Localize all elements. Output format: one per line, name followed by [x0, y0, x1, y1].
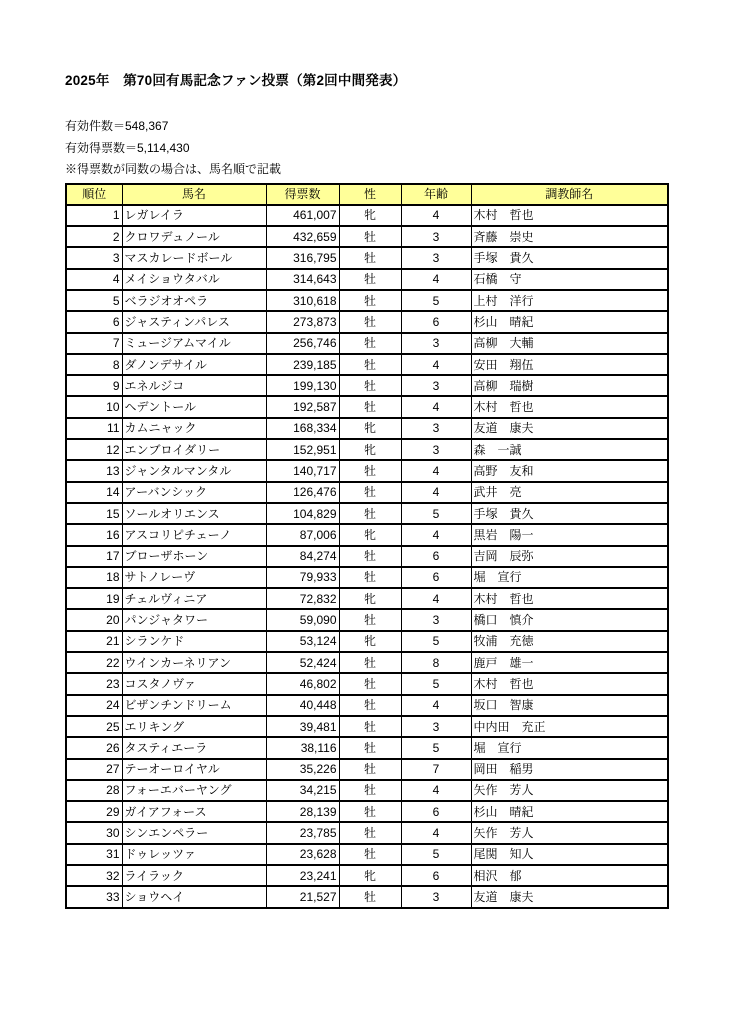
horse-name-cell: レガレイラ: [122, 205, 266, 226]
valid-votes-line: 有効得票数＝5,114,430: [65, 140, 190, 155]
rank-cell: 19: [66, 588, 122, 609]
votes-cell: 432,659: [266, 226, 339, 247]
horse-name-cell: ベラジオオペラ: [122, 290, 266, 311]
sex-cell: 牝: [339, 524, 401, 545]
horse-name-cell: ダノンデサイル: [122, 354, 266, 375]
sex-cell: 牝: [339, 865, 401, 886]
age-cell: 4: [401, 396, 471, 417]
sex-cell: 牡: [339, 396, 401, 417]
votes-cell: 72,832: [266, 588, 339, 609]
sex-cell: 牡: [339, 844, 401, 865]
table-row: [66, 695, 668, 716]
rank-cell: 29: [66, 801, 122, 822]
age-cell: 4: [401, 822, 471, 843]
sex-cell: 牡: [339, 567, 401, 588]
age-cell: 4: [401, 482, 471, 503]
table-row: [66, 482, 668, 503]
table-row: [66, 247, 668, 268]
rank-cell: 12: [66, 439, 122, 460]
table-row: [66, 759, 668, 780]
horse-name-cell: チェルヴィニア: [122, 588, 266, 609]
table-row: [66, 609, 668, 630]
summary-block: [65, 116, 729, 181]
horse-name-cell: ソールオリエンス: [122, 503, 266, 524]
sex-cell: 牡: [339, 226, 401, 247]
horse-name-cell: コスタノヴァ: [122, 673, 266, 694]
horse-name-cell: ジャンタルマンタル: [122, 460, 266, 481]
age-cell: 7: [401, 759, 471, 780]
trainer-cell: 友道 康夫: [471, 418, 668, 439]
rank-cell: 25: [66, 716, 122, 737]
age-cell: 3: [401, 247, 471, 268]
sex-cell: 牡: [339, 886, 401, 907]
votes-cell: 40,448: [266, 695, 339, 716]
rank-cell: 8: [66, 354, 122, 375]
horse-name-cell: ミュージアムマイル: [122, 333, 266, 354]
votes-cell: 21,527: [266, 886, 339, 907]
rank-cell: 23: [66, 673, 122, 694]
table-row: [66, 716, 668, 737]
sex-cell: 牝: [339, 588, 401, 609]
trainer-cell: 安田 翔伍: [471, 354, 668, 375]
horse-name-cell: ヘデントール: [122, 396, 266, 417]
sex-cell: 牝: [339, 439, 401, 460]
votes-cell: 38,116: [266, 737, 339, 758]
trainer-cell: 杉山 晴紀: [471, 801, 668, 822]
sex-cell: 牡: [339, 673, 401, 694]
table-row: [66, 418, 668, 439]
age-cell: 3: [401, 226, 471, 247]
rank-cell: 1: [66, 205, 122, 226]
rank-cell: 3: [66, 247, 122, 268]
horse-name-cell: ウインカーネリアン: [122, 652, 266, 673]
trainer-cell: 武井 亮: [471, 482, 668, 503]
rank-cell: 24: [66, 695, 122, 716]
trainer-cell: 木村 哲也: [471, 205, 668, 226]
table-row: [66, 567, 668, 588]
rank-cell: 17: [66, 546, 122, 567]
table-row: [66, 396, 668, 417]
votes-cell: 256,746: [266, 333, 339, 354]
sex-cell: 牡: [339, 759, 401, 780]
sex-cell: 牝: [339, 205, 401, 226]
horse-name-cell: クロワデュノール: [122, 226, 266, 247]
trainer-cell: 手塚 貴久: [471, 247, 668, 268]
rank-cell: 7: [66, 333, 122, 354]
horse-name-cell: タスティエーラ: [122, 737, 266, 758]
rank-cell: 32: [66, 865, 122, 886]
sex-cell: 牡: [339, 652, 401, 673]
table-row: [66, 865, 668, 886]
trainer-cell: 森 一誠: [471, 439, 668, 460]
votes-cell: 84,274: [266, 546, 339, 567]
horse-name-cell: エンブロイダリー: [122, 439, 266, 460]
horse-name-cell: フォーエバーヤング: [122, 780, 266, 801]
sex-cell: 牡: [339, 780, 401, 801]
rank-cell: 33: [66, 886, 122, 907]
age-cell: 4: [401, 695, 471, 716]
trainer-cell: 堀 宣行: [471, 567, 668, 588]
table-row: [66, 631, 668, 652]
rank-cell: 21: [66, 631, 122, 652]
horse-name-cell: ビザンチンドリーム: [122, 695, 266, 716]
table-row: [66, 801, 668, 822]
trainer-cell: 木村 哲也: [471, 673, 668, 694]
rank-cell: 15: [66, 503, 122, 524]
votes-cell: 192,587: [266, 396, 339, 417]
votes-cell: 35,226: [266, 759, 339, 780]
votes-cell: 87,006: [266, 524, 339, 545]
votes-cell: 168,334: [266, 418, 339, 439]
table-row: [66, 822, 668, 843]
table-row: [66, 844, 668, 865]
horse-name-cell: カムニャック: [122, 418, 266, 439]
age-cell: 5: [401, 673, 471, 694]
votes-cell: 314,643: [266, 269, 339, 290]
table-row: [66, 375, 668, 396]
trainer-cell: 矢作 芳人: [471, 780, 668, 801]
sex-cell: 牝: [339, 631, 401, 652]
trainer-cell: 岡田 稲男: [471, 759, 668, 780]
age-cell: 5: [401, 290, 471, 311]
horse-name-cell: エリキング: [122, 716, 266, 737]
trainer-cell: 手塚 貴久: [471, 503, 668, 524]
table-row: [66, 780, 668, 801]
horse-name-cell: ジャスティンパレス: [122, 311, 266, 332]
horse-name-cell: ショウヘイ: [122, 886, 266, 907]
trainer-cell: 木村 哲也: [471, 396, 668, 417]
horse-name-cell: サトノレーヴ: [122, 567, 266, 588]
trainer-cell: 中内田 充正: [471, 716, 668, 737]
age-cell: 6: [401, 801, 471, 822]
horse-name-cell: アスコリピチェーノ: [122, 524, 266, 545]
age-cell: 4: [401, 269, 471, 290]
table-row: [66, 290, 668, 311]
trainer-cell: 斉藤 崇史: [471, 226, 668, 247]
trainer-cell: 吉岡 辰弥: [471, 546, 668, 567]
age-cell: 3: [401, 333, 471, 354]
rank-cell: 14: [66, 482, 122, 503]
votes-cell: 239,185: [266, 354, 339, 375]
column-header-trainer: 調教師名: [471, 184, 668, 205]
trainer-cell: 鹿戸 雄一: [471, 652, 668, 673]
rank-cell: 4: [66, 269, 122, 290]
table-row: [66, 524, 668, 545]
fan-voting-table: [65, 183, 669, 909]
rank-cell: 6: [66, 311, 122, 332]
votes-cell: 28,139: [266, 801, 339, 822]
horse-name-cell: メイショウタバル: [122, 269, 266, 290]
table-row: [66, 205, 668, 226]
trainer-cell: 高柳 瑞樹: [471, 375, 668, 396]
sex-cell: 牡: [339, 482, 401, 503]
sex-cell: 牡: [339, 737, 401, 758]
age-cell: 5: [401, 844, 471, 865]
rank-cell: 9: [66, 375, 122, 396]
age-cell: 6: [401, 865, 471, 886]
horse-name-cell: シランケド: [122, 631, 266, 652]
sex-cell: 牡: [339, 311, 401, 332]
horse-name-cell: テーオーロイヤル: [122, 759, 266, 780]
votes-cell: 39,481: [266, 716, 339, 737]
page-title: 2025年 第70回有馬記念ファン投票（第2回中間発表）: [65, 73, 407, 88]
header-row: [66, 184, 668, 205]
sex-cell: 牡: [339, 354, 401, 375]
column-header-age: 年齢: [401, 184, 471, 205]
votes-cell: 310,618: [266, 290, 339, 311]
votes-cell: 461,007: [266, 205, 339, 226]
column-header-votes: 得票数: [266, 184, 339, 205]
rank-cell: 10: [66, 396, 122, 417]
table-row: [66, 269, 668, 290]
rank-cell: 16: [66, 524, 122, 545]
age-cell: 4: [401, 205, 471, 226]
votes-cell: 52,424: [266, 652, 339, 673]
sex-cell: 牡: [339, 546, 401, 567]
rank-cell: 26: [66, 737, 122, 758]
age-cell: 4: [401, 460, 471, 481]
votes-cell: 59,090: [266, 609, 339, 630]
table-row: [66, 226, 668, 247]
horse-name-cell: シンエンペラー: [122, 822, 266, 843]
table-row: [66, 886, 668, 907]
sex-cell: 牡: [339, 695, 401, 716]
rank-cell: 30: [66, 822, 122, 843]
votes-cell: 316,795: [266, 247, 339, 268]
votes-cell: 46,802: [266, 673, 339, 694]
votes-cell: 34,215: [266, 780, 339, 801]
age-cell: 6: [401, 567, 471, 588]
column-header-horse: 馬名: [122, 184, 266, 205]
table-row: [66, 354, 668, 375]
horse-name-cell: マスカレードボール: [122, 247, 266, 268]
trainer-cell: 杉山 晴紀: [471, 311, 668, 332]
valid-entries-line: 有効件数＝548,367: [65, 119, 169, 133]
rank-cell: 20: [66, 609, 122, 630]
age-cell: 6: [401, 546, 471, 567]
rank-cell: 27: [66, 759, 122, 780]
trainer-cell: 木村 哲也: [471, 588, 668, 609]
horse-name-cell: ブローザホーン: [122, 546, 266, 567]
horse-name-cell: ガイアフォース: [122, 801, 266, 822]
voting-table-header: [66, 184, 668, 205]
horse-name-cell: ドゥレッツァ: [122, 844, 266, 865]
horse-name-cell: ライラック: [122, 865, 266, 886]
trainer-cell: 相沢 郁: [471, 865, 668, 886]
votes-cell: 53,124: [266, 631, 339, 652]
trainer-cell: 友道 康夫: [471, 886, 668, 907]
table-row: [66, 737, 668, 758]
sex-cell: 牡: [339, 290, 401, 311]
age-cell: 3: [401, 439, 471, 460]
rank-cell: 5: [66, 290, 122, 311]
trainer-cell: 高柳 大輔: [471, 333, 668, 354]
age-cell: 3: [401, 375, 471, 396]
votes-cell: 104,829: [266, 503, 339, 524]
age-cell: 5: [401, 631, 471, 652]
votes-cell: 140,717: [266, 460, 339, 481]
votes-cell: 79,933: [266, 567, 339, 588]
rank-cell: 11: [66, 418, 122, 439]
trainer-cell: 堀 宣行: [471, 737, 668, 758]
age-cell: 4: [401, 780, 471, 801]
horse-name-cell: パンジャタワー: [122, 609, 266, 630]
table-row: [66, 652, 668, 673]
sex-cell: 牡: [339, 716, 401, 737]
trainer-cell: 尾関 知人: [471, 844, 668, 865]
note-line: ※得票数が同数の場合は、馬名順で記載: [65, 162, 282, 176]
votes-cell: 152,951: [266, 439, 339, 460]
rank-cell: 2: [66, 226, 122, 247]
votes-cell: 23,628: [266, 844, 339, 865]
table-row: [66, 588, 668, 609]
sex-cell: 牡: [339, 609, 401, 630]
table-row: [66, 439, 668, 460]
sex-cell: 牡: [339, 269, 401, 290]
horse-name-cell: エネルジコ: [122, 375, 266, 396]
sex-cell: 牡: [339, 375, 401, 396]
age-cell: 8: [401, 652, 471, 673]
trainer-cell: 高野 友和: [471, 460, 668, 481]
table-row: [66, 546, 668, 567]
rank-cell: 13: [66, 460, 122, 481]
age-cell: 4: [401, 354, 471, 375]
horse-name-cell: アーバンシック: [122, 482, 266, 503]
rank-cell: 31: [66, 844, 122, 865]
trainer-cell: 石橋 守: [471, 269, 668, 290]
trainer-cell: 牧浦 充徳: [471, 631, 668, 652]
age-cell: 3: [401, 886, 471, 907]
rank-cell: 28: [66, 780, 122, 801]
column-header-sex: 性: [339, 184, 401, 205]
trainer-cell: 上村 洋行: [471, 290, 668, 311]
column-header-rank: 順位: [66, 184, 122, 205]
age-cell: 3: [401, 716, 471, 737]
votes-cell: 126,476: [266, 482, 339, 503]
votes-cell: 273,873: [266, 311, 339, 332]
sex-cell: 牡: [339, 822, 401, 843]
votes-cell: 23,785: [266, 822, 339, 843]
voting-table-body: [66, 205, 668, 908]
age-cell: 6: [401, 311, 471, 332]
table-row: [66, 673, 668, 694]
rank-cell: 18: [66, 567, 122, 588]
votes-cell: 23,241: [266, 865, 339, 886]
trainer-cell: 黒岩 陽一: [471, 524, 668, 545]
table-row: [66, 333, 668, 354]
votes-cell: 199,130: [266, 375, 339, 396]
trainer-cell: 坂口 智康: [471, 695, 668, 716]
sex-cell: 牝: [339, 418, 401, 439]
table-row: [66, 503, 668, 524]
age-cell: 5: [401, 503, 471, 524]
age-cell: 3: [401, 609, 471, 630]
sex-cell: 牡: [339, 333, 401, 354]
age-cell: 4: [401, 524, 471, 545]
age-cell: 4: [401, 588, 471, 609]
table-row: [66, 311, 668, 332]
rank-cell: 22: [66, 652, 122, 673]
sex-cell: 牡: [339, 503, 401, 524]
trainer-cell: 橋口 慎介: [471, 609, 668, 630]
trainer-cell: 矢作 芳人: [471, 822, 668, 843]
age-cell: 3: [401, 418, 471, 439]
age-cell: 5: [401, 737, 471, 758]
sex-cell: 牡: [339, 247, 401, 268]
sex-cell: 牡: [339, 801, 401, 822]
sex-cell: 牡: [339, 460, 401, 481]
table-row: [66, 460, 668, 481]
